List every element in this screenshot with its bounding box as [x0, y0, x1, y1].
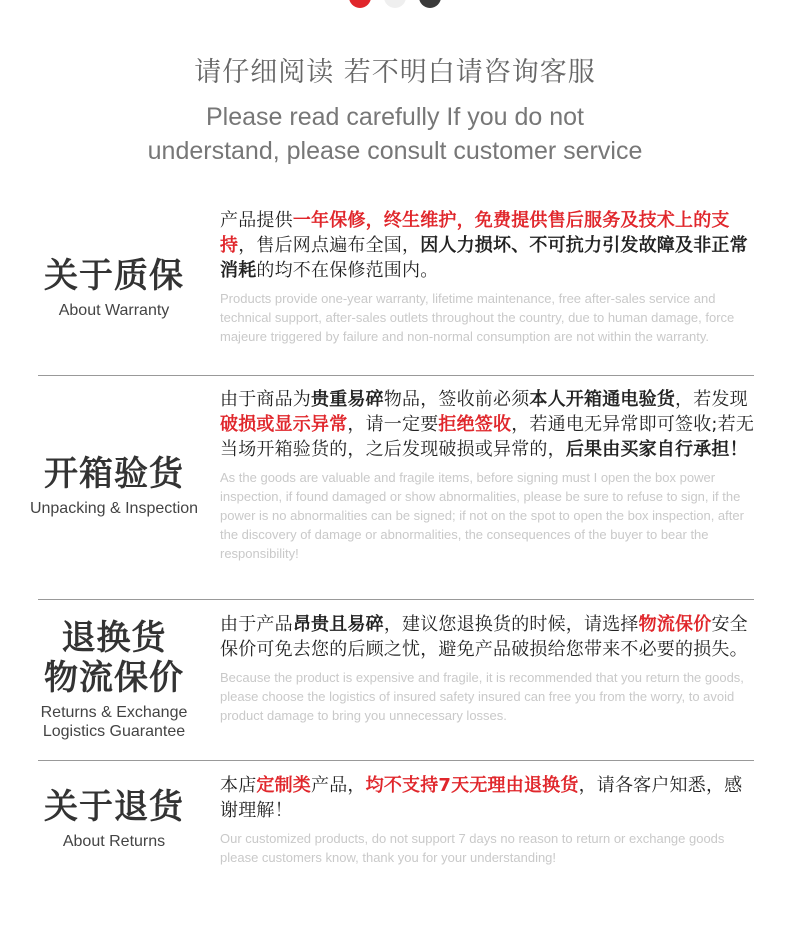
- body-text: 物品，签收前必须: [383, 389, 530, 410]
- highlight-bold-text: 贵重易碎: [311, 389, 384, 410]
- body-text: ，售后网点遍布全国，: [238, 235, 421, 256]
- section-title-en: Unpacking & Inspection: [29, 500, 199, 517]
- section-body: [220, 387, 760, 563]
- body-text: ，请各客户知悉，感谢理解！: [220, 775, 743, 821]
- body-text: 产品，: [311, 775, 366, 796]
- highlight-bold-text: 本人开箱通电验货: [529, 389, 676, 410]
- section-title-cn: 关于退货: [44, 787, 184, 827]
- highlight-red-text: 一年保修，终生维护，免费提供售后服务及技术上的支持: [220, 210, 730, 256]
- section-title-en: About Warranty: [58, 302, 170, 319]
- body-text: ，建议您退换货的时候，请选择: [383, 614, 639, 635]
- carousel-dot-dark[interactable]: [419, 0, 441, 8]
- section-title-en-line2: Logistics Guarantee: [42, 723, 186, 740]
- body-cn: [220, 612, 760, 662]
- body-text: 的均不在保修范围内。: [256, 260, 439, 281]
- body-text: 由于商品为: [220, 389, 311, 410]
- body-text: ，若通电无异常即可签收;若无当场开箱验货的，之后发现破损或异常的，: [220, 414, 755, 460]
- carousel-dot-light[interactable]: [384, 0, 406, 8]
- body-cn: [220, 387, 760, 462]
- body-text: 产品提供: [220, 210, 293, 231]
- section-title-en: About Returns: [62, 833, 166, 850]
- divider: [38, 760, 754, 761]
- section-body: [220, 612, 760, 725]
- body-text: ，若发现: [675, 389, 748, 410]
- body-cn: [220, 773, 760, 823]
- body-text: 由于产品: [220, 614, 293, 635]
- section-heading: [14, 787, 214, 851]
- body-text: 本店: [220, 775, 257, 796]
- highlight-bold-text: 后果由买家自行承担！: [565, 439, 748, 460]
- body-en: Our customized products, do not support 7 days no reason to return or exchange goods please customers know, thank you for your understanding!: [220, 831, 725, 865]
- highlight-red-text: 均不支持7天无理由退换货: [365, 775, 579, 796]
- highlight-red-text: 定制类: [256, 775, 312, 796]
- highlight-bold-text: 因人力损坏、不可抗力引发故障及非正常消耗: [220, 235, 748, 281]
- section-body: [220, 773, 760, 867]
- highlight-red-text: 拒绝签收: [438, 414, 512, 435]
- section-title-cn-line1: 退换货: [61, 618, 167, 658]
- carousel-dots: [0, 0, 790, 8]
- section-title-cn-line2: 物流保价: [44, 658, 184, 698]
- page-title-en: Please read carefully If you do not understand, please consult customer service: [147, 103, 643, 165]
- highlight-red-text: 破损或显示异常: [220, 414, 348, 435]
- section-body: [220, 208, 760, 346]
- divider: [38, 599, 754, 600]
- body-en: As the goods are valuable and fragile items, before signing must I open the box power inspection, if found damaged or show abnormalities, please be sure to refuse to sign, if the power is no abnormalities can be signed; if not on the spot to open the box inspection, after the discovery of damage or abnormalities, the consequences of the buyer to bear the responsibility!: [220, 470, 744, 561]
- body-en: Products provide one-year warranty, lifetime maintenance, free after-sales service and technical support, after-sales outlets throughout the country, due to human damage, force majeure triggered by failure and non-normal consumption are not within the warranty.: [220, 291, 735, 344]
- carousel-dot-red[interactable]: [349, 0, 371, 8]
- section-title-cn: 关于质保: [44, 256, 184, 296]
- highlight-bold-text: 昂贵且易碎: [292, 614, 384, 635]
- page-title-cn: 请仔细阅读 若不明白请咨询客服: [194, 57, 596, 88]
- body-text: 安全保价可免去您的后顾之忧，避免产品破损给您带来不必要的损失。: [220, 614, 748, 660]
- section-heading: [14, 618, 214, 741]
- highlight-red-text: 物流保价: [638, 614, 712, 635]
- body-text: ，请一定要: [347, 414, 439, 435]
- divider: [38, 375, 754, 376]
- section-heading: [14, 256, 214, 320]
- section-title-cn: 开箱验货: [44, 454, 184, 494]
- section-heading: [14, 454, 214, 518]
- section-title-en-line1: Returns & Exchange: [40, 704, 188, 721]
- body-en: Because the product is expensive and fragile, it is recommended that you return the goods, please choose the logistics of insured safety insured can free you from the worry, to avoid product damage to bring you unnecessary losses.: [220, 670, 744, 723]
- body-cn: [220, 208, 760, 283]
